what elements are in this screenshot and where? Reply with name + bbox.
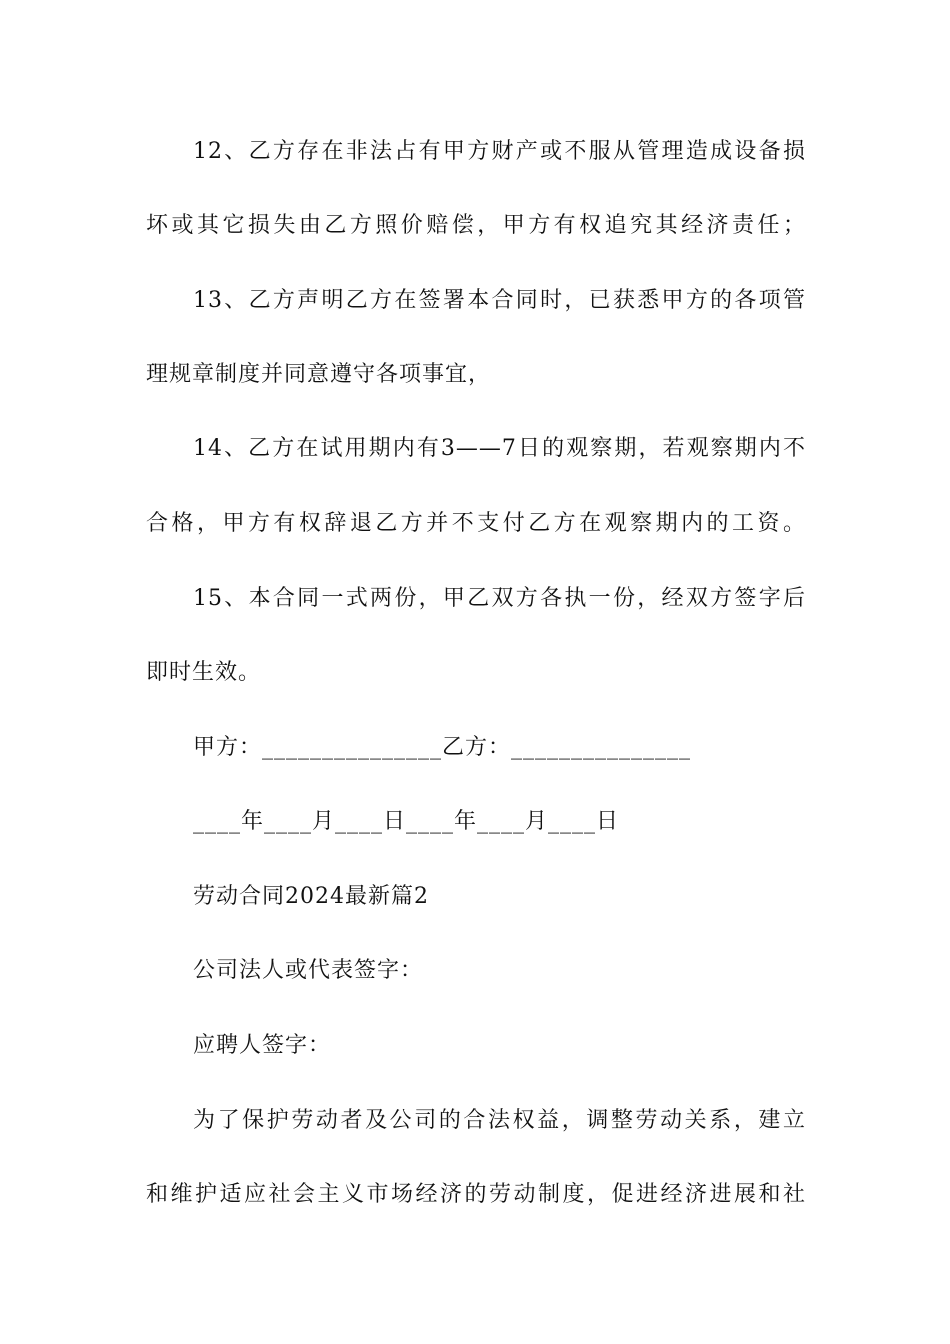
- applicant-signature-label: 应聘人签字：: [193, 1033, 332, 1058]
- clause-13-line-1: 13、乙方声明乙方在签署本合同时，已获悉甲方的各项管: [193, 288, 806, 313]
- clause-12-line-1: 12、乙方存在非法占有甲方财产或不服从管理造成设备损: [193, 139, 806, 164]
- clause-14-line-2: 合格，甲方有权辞退乙方并不支付乙方在观察期内的工资。: [146, 511, 806, 536]
- section-title: 劳动合同2024最新篇2: [193, 884, 429, 909]
- clause-14-line-1: 14、乙方在试用期内有3——7日的观察期，若观察期内不: [193, 436, 806, 461]
- clause-13-line-2: 理规章制度并同意遵守各项事宜，: [146, 362, 492, 387]
- signature-line: 甲方：_______________乙方：_______________: [193, 735, 692, 760]
- clause-15-line-1: 15、本合同一式两份，甲乙双方各执一份，经双方签字后: [193, 586, 806, 611]
- date-line: ____年____月____日____年____月____日: [193, 809, 620, 834]
- intro-line-2: 和维护适应社会主义市场经济的劳动制度，促进经济进展和社: [146, 1182, 806, 1207]
- clause-12-line-2: 坏或其它损失由乙方照价赔偿，甲方有权追究其经济责任；: [146, 213, 806, 238]
- company-signature-label: 公司法人或代表签字：: [193, 958, 424, 983]
- intro-line-1: 为了保护劳动者及公司的合法权益，调整劳动关系，建立: [193, 1108, 806, 1133]
- clause-15-line-2: 即时生效。: [146, 660, 262, 685]
